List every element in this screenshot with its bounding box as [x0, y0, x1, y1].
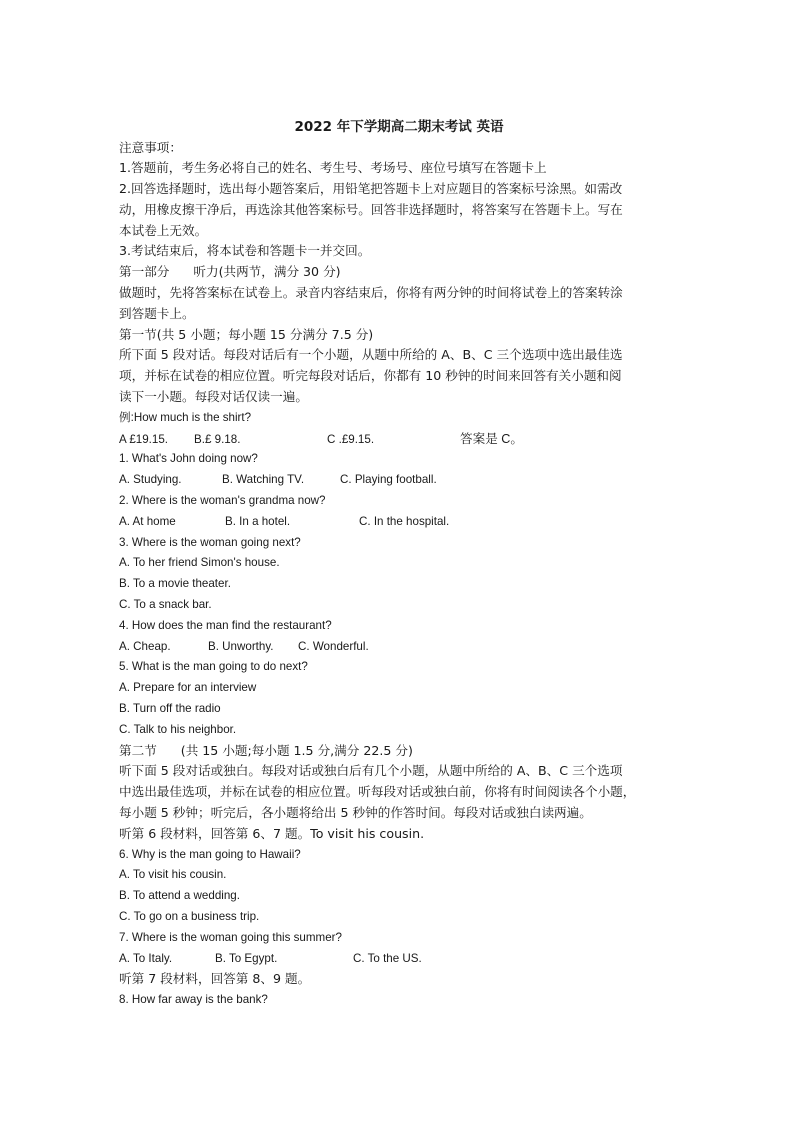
notice-item-3: 3.考试结束后，将本试卷和答题卡一并交回。 [119, 243, 371, 259]
question-7-option-c: C. To the US. [353, 951, 422, 965]
question-1-option-b: B. Watching TV. [222, 473, 305, 487]
notice-heading: 注意事项： [119, 139, 182, 155]
notice-item-2-line-1: 2.回答选择题时，选出每小题答案后，用铅笔把答题卡上对应题目的答案标号涂黑。如需改 [119, 181, 623, 197]
part1-label: 第一部分 [119, 264, 170, 280]
section2-title: (共 15 小题;每小题 1.5 分,满分 22.5 分) [180, 742, 413, 758]
example-option-a: A £19.15. [119, 432, 168, 446]
question-1: 1. What's John doing now? [119, 452, 258, 466]
question-6-option-c: C. To go on a business trip. [119, 909, 260, 923]
question-7-options [119, 949, 679, 970]
example-option-c: C .£9.15. [327, 432, 375, 446]
section2-instruction-line-2: 中选出最佳选项，并标在试卷的相应位置。听每段对话或独白前，你将有时间阅读各个小题， [119, 784, 636, 800]
question-4: 4. How does the man find the restaurant? [119, 618, 332, 632]
section2-instruction-line-1: 听下面 5 段对话或独白。每段对话或独白后有几个小题，从题中所给的 A、B、C 三个选项 [119, 763, 623, 779]
notice-item-1: 1.答题前，考生务必将自己的姓名、考生号、考场号、座位号填写在答题卡上 [119, 160, 547, 176]
section1-instruction-line-1: 所下面 5 段对话。每段对话后有一个小题，从题中所给的 A、B、C 三个选项中选出最佳选 [119, 347, 623, 363]
notice-item-2-line-3: 本试卷上无效。 [119, 222, 208, 238]
question-3: 3. Where is the woman going next? [119, 535, 301, 549]
section1-instruction-line-3: 读下一小题。每段对话仅读一遍。 [119, 389, 308, 405]
question-2-option-c: C. In the hospital. [359, 514, 450, 528]
section1-heading: 第一节(共 5 小题；每小题 15 分满分 7.5 分) [119, 326, 374, 342]
example-options [119, 429, 679, 450]
question-4-option-b: B. Unworthy. [208, 639, 274, 653]
section2-heading [119, 741, 679, 762]
question-4-option-c: C. Wonderful. [298, 639, 369, 653]
section1-instruction-line-2: 项，并标在试卷的相应位置。听完每段对话后，你都有 10 秒钟的时间来回答有关小题和阅 [119, 368, 622, 384]
question-3-option-a: A. To her friend Simon's house. [119, 556, 280, 570]
notice-item-2-line-2: 动，用橡皮擦干净后，再选涂其他答案标号。回答非选择题时，将答案写在答题卡上。写在 [119, 201, 623, 217]
example-option-b: B.£ 9.18. [194, 432, 241, 446]
question-7-option-b: B. To Egypt. [215, 951, 278, 965]
question-1-options [119, 470, 679, 491]
part1-instruction-line-1: 做题时，先将答案标在试卷上。录音内容结束后，你将有两分钟的时间将试卷上的答案转涂 [119, 285, 623, 301]
question-2-option-b: B. In a hotel. [225, 514, 291, 528]
question-7-option-a: A. To Italy. [119, 951, 173, 965]
question-5-option-a: A. Prepare for an interview [119, 681, 257, 695]
exam-page [119, 117, 679, 1011]
part1-title: 听力(共两节，满分 30 分) [193, 264, 341, 280]
question-1-option-c: C. Playing football. [340, 473, 437, 487]
example-question: 例:How much is the shirt? [119, 410, 252, 424]
question-3-option-c: C. To a snack bar. [119, 598, 212, 612]
question-8: 8. How far away is the bank? [119, 993, 268, 1007]
part1-instruction-line-2: 到答题卡上。 [119, 305, 195, 321]
question-1-option-a: A. Studying. [119, 473, 182, 487]
question-4-options [119, 637, 679, 658]
material-7-heading: 听第 7 段材料，回答第 8、9 题。 [119, 971, 311, 987]
part1-heading [119, 262, 679, 283]
question-2: 2. Where is the woman's grandma now? [119, 494, 326, 508]
question-2-option-a: A. At home [119, 514, 176, 528]
question-6: 6. Why is the man going to Hawaii? [119, 847, 301, 861]
material-6-heading: 听第 6 段材料，回答第 6、7 题。To visit his cousin. [119, 825, 425, 841]
section2-label: 第二节 [119, 742, 157, 758]
question-6-option-b: B. To attend a wedding. [119, 889, 240, 903]
question-5-option-c: C. Talk to his neighbor. [119, 722, 237, 736]
question-4-option-a: A. Cheap. [119, 639, 171, 653]
question-5: 5. What is the man going to do next? [119, 660, 308, 674]
section2-instruction-line-3: 每小题 5 秒钟；听完后，各小题将给出 5 秒钟的作答时间。每段对话或独白读两遍。 [119, 805, 592, 820]
question-6-option-a: A. To visit his cousin. [119, 868, 227, 882]
example-answer: 答案是 C。 [460, 431, 523, 446]
question-3-option-b: B. To a movie theater. [119, 577, 231, 591]
question-7: 7. Where is the woman going this summer? [119, 930, 342, 944]
question-2-options [119, 512, 679, 533]
page-title: 2022 年下学期高二期末考试 英语 [294, 119, 504, 135]
question-5-option-b: B. Turn off the radio [119, 702, 221, 716]
